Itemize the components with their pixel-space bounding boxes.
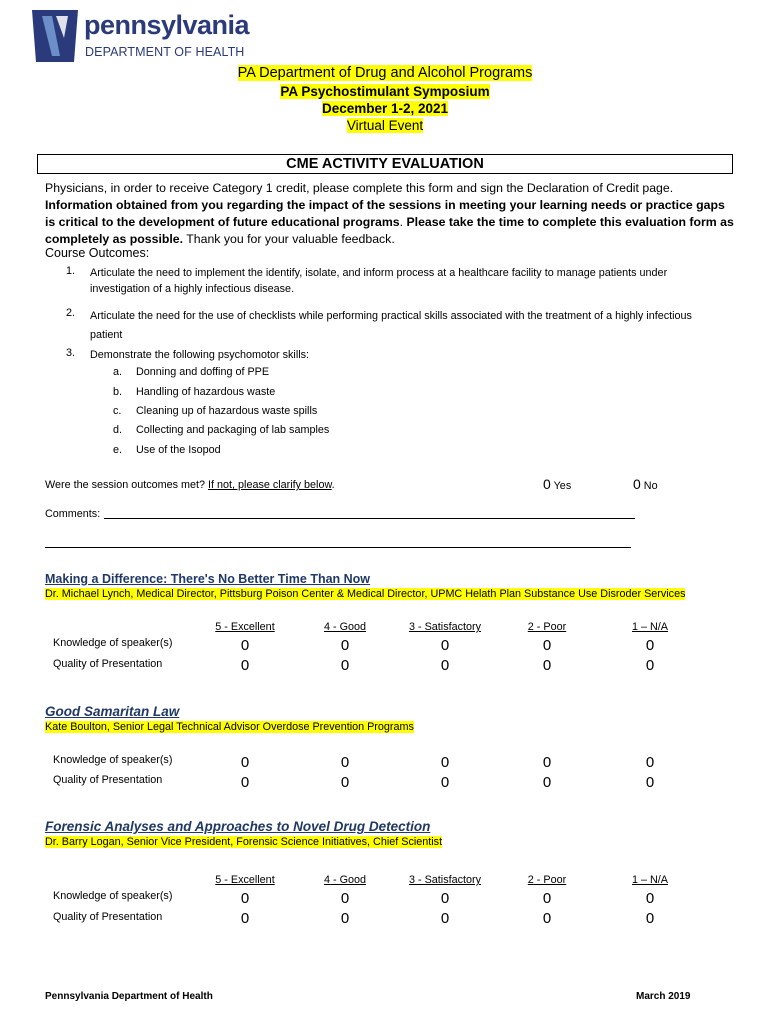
rating-option[interactable]: 0 — [542, 754, 552, 771]
footer-organization: Pennsylvania Department of Health — [45, 991, 213, 1002]
outcome-item: Demonstrate the following psychomotor skills: — [90, 349, 310, 361]
session-title: Good Samaritan Law — [45, 704, 180, 719]
outcome-number: 2. — [66, 307, 76, 319]
rating-col-poor: 2 - Poor — [527, 874, 567, 886]
no-radio[interactable]: 0 — [633, 476, 641, 492]
comments-label: Comments: — [45, 508, 101, 520]
row-label-quality: Quality of Presentation — [53, 774, 163, 786]
rating-option[interactable]: 0 — [645, 754, 655, 771]
logo-wordmark: pennsylvania — [84, 10, 250, 40]
rating-option[interactable]: 0 — [340, 910, 350, 927]
rating-option[interactable]: 0 — [240, 774, 250, 791]
rating-option[interactable]: 0 — [542, 890, 552, 907]
form-title: CME ACTIVITY EVALUATION — [37, 154, 733, 174]
session-speaker: Dr. Barry Logan, Senior Vice President, Forensic Science Initiatives, Chief Scientist — [45, 836, 443, 848]
header-line-1: PA Department of Drug and Alcohol Programs — [237, 65, 533, 81]
rating-option[interactable]: 0 — [240, 657, 250, 674]
outcomes-met-question: Were the session outcomes met? If not, please clarify below. — [45, 479, 335, 491]
yes-option[interactable]: 0 Yes — [543, 476, 572, 492]
yes-radio[interactable]: 0 — [543, 476, 551, 492]
header-line-4: Virtual Event — [346, 118, 424, 133]
rating-option[interactable]: 0 — [542, 657, 552, 674]
comments-line-1[interactable] — [104, 518, 635, 519]
rating-col-satisfactory: 3 - Satisfactory — [408, 874, 481, 886]
rating-option[interactable]: 0 — [340, 890, 350, 907]
row-label-quality: Quality of Presentation — [53, 911, 163, 923]
outcome-number: 3. — [66, 347, 76, 359]
pa-health-logo — [30, 8, 250, 64]
rating-col-poor: 2 - Poor — [527, 621, 567, 633]
rating-option[interactable]: 0 — [645, 637, 655, 654]
rating-option[interactable]: 0 — [340, 657, 350, 674]
row-label-knowledge: Knowledge of speaker(s) — [53, 637, 173, 649]
keystone-logo-icon — [30, 8, 80, 64]
row-label-quality: Quality of Presentation — [53, 658, 163, 670]
outcome-item: Articulate the need to implement the identify, isolate, and inform process at a healthcare facility to manage patients under investigation of a highly infectious disease. — [90, 267, 668, 295]
rating-option[interactable]: 0 — [340, 754, 350, 771]
rating-option[interactable]: 0 — [645, 657, 655, 674]
no-option[interactable]: 0 No — [633, 476, 658, 492]
session-title: Forensic Analyses and Approaches to Novel Drug Detection — [45, 819, 431, 834]
row-label-knowledge: Knowledge of speaker(s) — [53, 754, 173, 766]
sub-item-text: Use of the Isopod — [136, 444, 221, 456]
header-line-3: December 1-2, 2021 — [321, 101, 449, 116]
rating-option[interactable]: 0 — [542, 774, 552, 791]
rating-col-na: 1 – N/A — [631, 874, 668, 886]
sub-item-letter: c. — [113, 405, 122, 417]
rating-col-satisfactory: 3 - Satisfactory — [408, 621, 481, 633]
rating-option[interactable]: 0 — [440, 754, 450, 771]
rating-option[interactable]: 0 — [440, 637, 450, 654]
comments-line-2[interactable] — [45, 547, 631, 548]
rating-option[interactable]: 0 — [440, 910, 450, 927]
session-speaker: Kate Boulton, Senior Legal Technical Advisor Overdose Prevention Programs — [45, 721, 414, 733]
outcomes-title: Course Outcomes: — [45, 246, 150, 260]
sub-item-letter: b. — [113, 386, 123, 398]
outcome-item: Articulate the need for the use of checklists while performing practical skills associated with the treatment of a highly infectious patient — [90, 310, 692, 341]
rating-col-na: 1 – N/A — [631, 621, 668, 633]
logo-department: DEPARTMENT OF HEALTH — [85, 45, 245, 59]
rating-option[interactable]: 0 — [240, 637, 250, 654]
rating-option[interactable]: 0 — [340, 637, 350, 654]
sub-item-text: Donning and doffing of PPE — [136, 366, 270, 378]
footer-date: March 2019 — [636, 991, 691, 1002]
rating-option[interactable]: 0 — [542, 637, 552, 654]
sub-item-letter: e. — [113, 444, 123, 456]
rating-col-excellent: 5 - Excellent — [215, 874, 275, 886]
rating-option[interactable]: 0 — [440, 657, 450, 674]
rating-option[interactable]: 0 — [440, 774, 450, 791]
rating-option[interactable]: 0 — [240, 754, 250, 771]
row-label-knowledge: Knowledge of speaker(s) — [53, 890, 173, 902]
rating-option[interactable]: 0 — [240, 890, 250, 907]
rating-col-excellent: 5 - Excellent — [215, 621, 275, 633]
outcome-number: 1. — [66, 265, 76, 277]
rating-option[interactable]: 0 — [645, 910, 655, 927]
rating-option[interactable]: 0 — [240, 910, 250, 927]
rating-option[interactable]: 0 — [340, 774, 350, 791]
rating-option[interactable]: 0 — [645, 890, 655, 907]
sub-item-text: Cleaning up of hazardous waste spills — [136, 405, 318, 417]
intro-paragraph: Physicians, in order to receive Category 1 credit, please complete this form and sign the Declaration of Credit page. Information obtained from you regarding the impact of the sessions in meeting your learning needs or practice gaps is critical to the development of future educational programs. Please take the time to complete this evaluation form as completely as possible. Thank you for your valuable feedback. — [45, 181, 734, 246]
rating-option[interactable]: 0 — [440, 890, 450, 907]
session-title: Making a Difference: There's No Better Time Than Now — [45, 572, 371, 586]
rating-option[interactable]: 0 — [542, 910, 552, 927]
sub-item-text: Collecting and packaging of lab samples — [136, 424, 330, 436]
header-line-2: PA Psychostimulant Symposium — [280, 84, 490, 99]
sub-item-letter: d. — [113, 424, 123, 436]
sub-item-text: Handling of hazardous waste — [136, 386, 276, 398]
sub-item-letter: a. — [113, 366, 123, 378]
rating-option[interactable]: 0 — [645, 774, 655, 791]
rating-col-good: 4 - Good — [323, 874, 366, 886]
session-speaker: Dr. Michael Lynch, Medical Director, Pittsburg Poison Center & Medical Director, UPMC Helath Plan Substance Use Disroder Services — [45, 588, 686, 600]
rating-col-good: 4 - Good — [323, 621, 366, 633]
